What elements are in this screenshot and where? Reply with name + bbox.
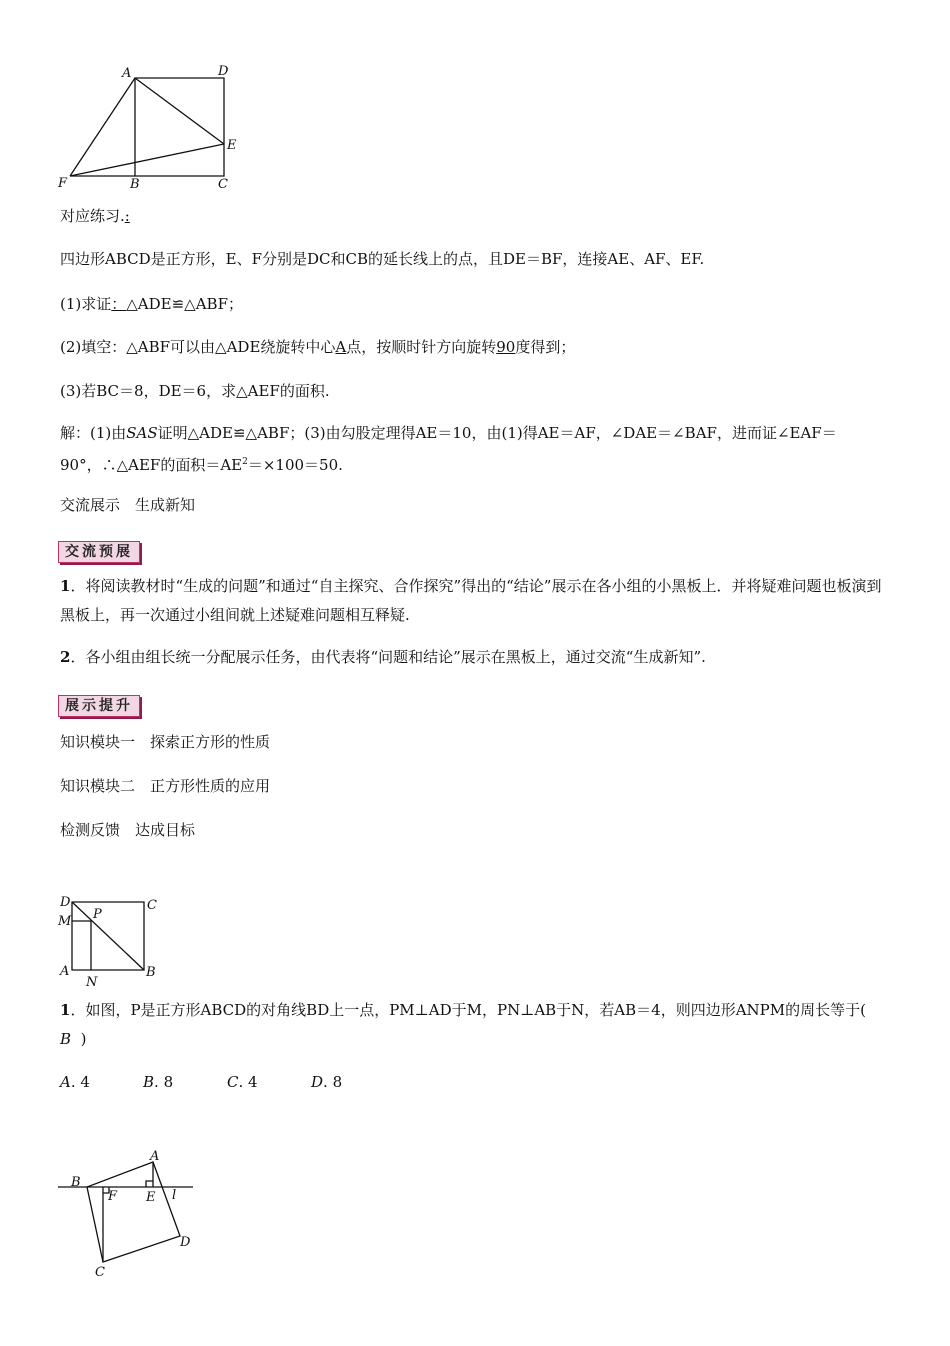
figure-square-line-l: [50, 1142, 200, 1282]
question-2: (2)填空：△ABF可以由△ADE绕旋转中心A点，按顺时针方向旋转90度得到；: [60, 338, 576, 356]
answer-blank-angle: 90: [496, 338, 516, 356]
label-F: F: [108, 1189, 118, 1204]
exercise-1: 1．如图，P是正方形ABCD的对角线BD上一点，PM⊥AD于M，PN⊥AB于N，若AB＝4，则四边形ANPM的周长等于( B ): [60, 1001, 866, 1048]
label-N: N: [86, 975, 98, 990]
option-d: D. 8: [311, 1073, 343, 1091]
exercise-1-answer: B: [60, 1030, 72, 1048]
label-P: P: [93, 907, 102, 922]
check-feedback-heading: 检测反馈 达成目标: [60, 821, 196, 839]
tag-exchange-preview: 交流预展: [58, 541, 140, 563]
label-D: D: [60, 895, 71, 910]
question-1: (1)求证：△ADE≌△ABF；: [60, 295, 243, 313]
tag-display-improve: 展示提升: [58, 695, 140, 717]
figure-square-diagonal-p: [55, 890, 165, 990]
label-B: B: [71, 1175, 81, 1190]
label-C: C: [218, 177, 228, 192]
label-E: E: [227, 138, 237, 153]
label-E: E: [146, 1190, 156, 1205]
option-c: C. 4: [227, 1073, 258, 1091]
label-M: M: [58, 914, 72, 929]
label-D: D: [218, 64, 229, 79]
option-a: A. 4: [60, 1073, 90, 1091]
item-2: 2．各小组由组长统一分配展示任务，由代表将“问题和结论”展示在黑板上，通过交流“生成新知”.: [60, 648, 706, 666]
label-l: l: [172, 1188, 177, 1203]
answer-blank-center: A: [335, 338, 347, 356]
label-B: B: [130, 177, 140, 192]
knowledge-module-2: 知识模块二 正方形性质的应用: [60, 777, 271, 795]
label-A: A: [122, 66, 132, 81]
question-3: (3)若BC＝8，DE＝6，求△AEF的面积.: [60, 382, 330, 400]
knowledge-module-1: 知识模块一 探索正方形的性质: [60, 733, 271, 751]
label-A: A: [60, 964, 70, 979]
problem-statement: 四边形ABCD是正方形，E、F分别是DC和CB的延长线上的点，且DE＝BF，连接AE、AF、EF.: [60, 250, 705, 268]
label-B: B: [146, 965, 156, 980]
option-b: B. 8: [143, 1073, 174, 1091]
label-D: D: [180, 1235, 191, 1250]
practice-title: 对应练习.:: [60, 207, 130, 225]
figure-square-abcd-fe: [52, 60, 252, 195]
label-A: A: [150, 1149, 160, 1164]
label-C: C: [95, 1265, 105, 1280]
solution: 解：(1)由SAS证明△ADE≌△ABF；(3)由勾股定理得AE＝10，由(1)得AE＝AF，∠DAE＝∠BAF，进而证∠EAF＝ 90°，∴△AEF的面积$=AE^2=\times 100=50$.: [60, 424, 837, 474]
item-1: 1．将阅读教材时“生成的问题”和通过“自主探究、合作探究”得出的“结论”展示在各小组的小黑板上．并将疑难问题也板演到黑板上，再一次通过小组间就上述疑难问题相互释疑.: [60, 577, 882, 624]
label-C: C: [147, 898, 157, 913]
exchange-heading: 交流展示 生成新知: [60, 496, 196, 514]
label-F: F: [58, 176, 68, 191]
